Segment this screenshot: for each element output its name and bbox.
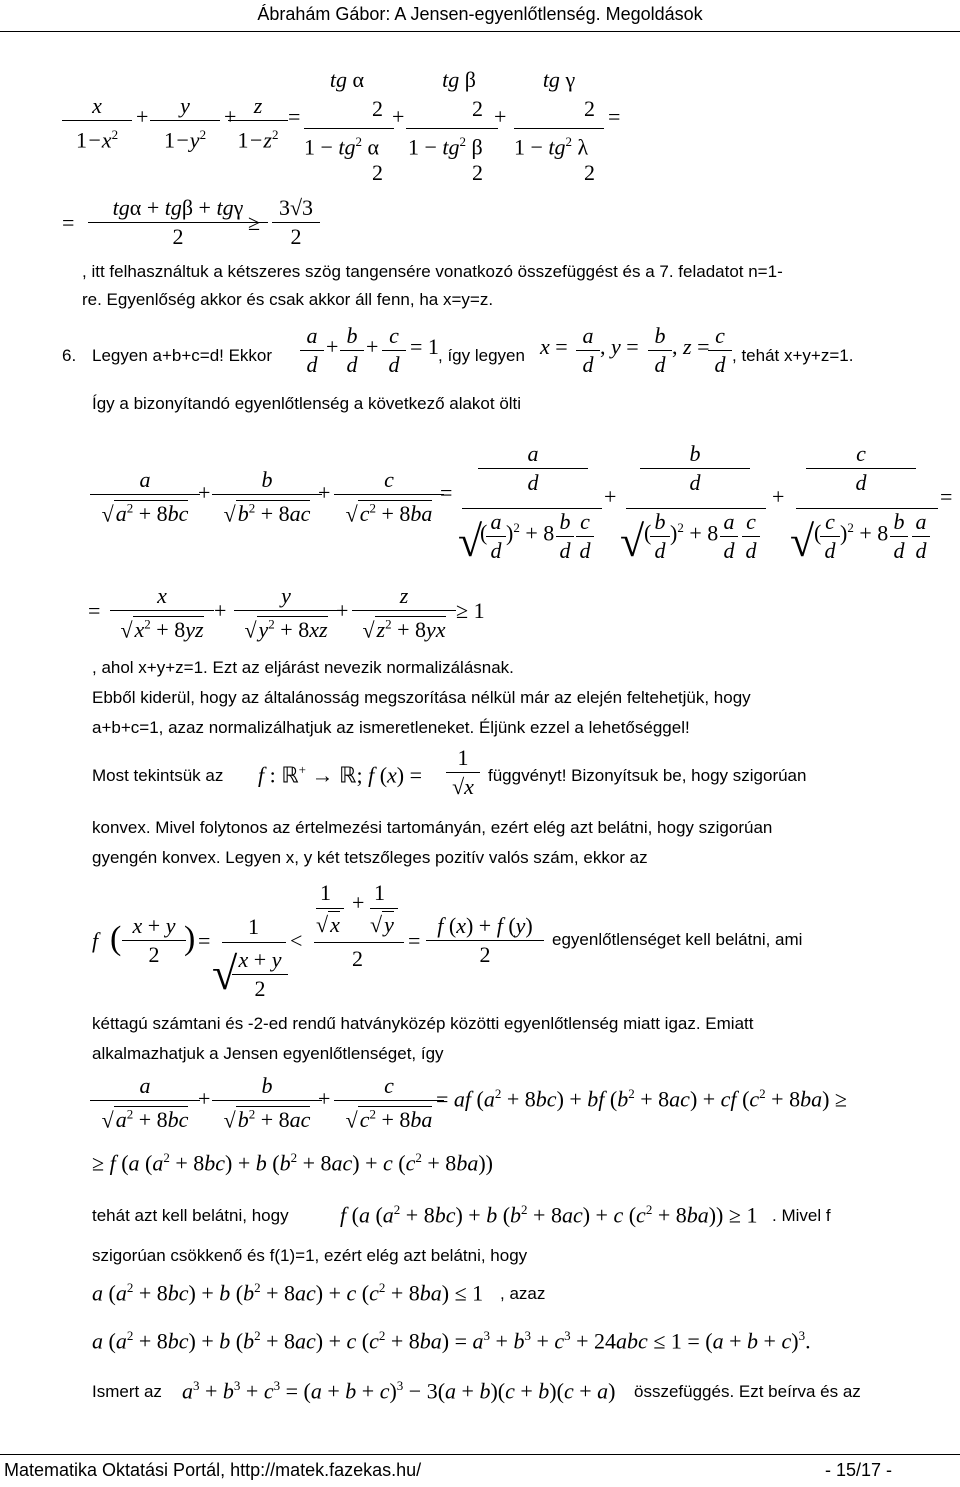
- paragraph-6b: függvényt! Bizonyítsuk be, hogy szigorúan: [488, 766, 807, 785]
- paragraph-2b: , így legyen: [438, 346, 525, 365]
- paragraph-9a: kéttagú számtani és -2-ed rendű hatványközép közötti egyenlőtlenség miatt igaz. Emiatt: [92, 1014, 754, 1033]
- paragraph-4: , ahol x+y+z=1. Ezt az eljárást nevezik normalizálásnak.: [92, 658, 514, 677]
- paragraph-2c: , tehát x+y+z=1.: [732, 346, 854, 365]
- paragraph-5b: a+b+c=1, azaz normalizálhatjuk az ismeretleneket. Éljünk ezzel a lehetőséggel!: [92, 718, 690, 737]
- paragraph-5a: Ebből kiderül, hogy az általánosság megszorítása nélkül már az elején feltehetjük, hogy: [92, 688, 751, 707]
- paragraph-13b: összefüggés. Ezt beírva és az: [634, 1382, 861, 1401]
- paragraph-11: szigorúan csökkenő és f(1)=1, ezért elég azt belátni, hogy: [92, 1246, 528, 1265]
- item-number: 6.: [62, 346, 77, 365]
- footer-source: Matematika Oktatási Portál, http://matek.fazekas.hu/: [4, 1460, 422, 1480]
- paragraph-2a: Legyen a+b+c=d! Ekkor: [92, 346, 273, 365]
- paragraph-10a: tehát azt kell belátni, hogy: [92, 1206, 289, 1225]
- paragraph-9b: alkalmazhatjuk a Jensen egyenlőtlenséget, így: [92, 1044, 444, 1063]
- page-header: Ábrahám Gábor: A Jensen-egyenlőtlenség. Megoldások: [257, 4, 703, 24]
- paragraph-1b: re. Egyenlőség akkor és csak akkor áll fenn, ha x=y=z.: [82, 290, 494, 309]
- paragraph-10b: . Mivel f: [772, 1206, 831, 1225]
- page-number: - 15/17 -: [824, 1460, 892, 1480]
- paragraph-8: egyenlőtlenséget kell belátni, ami: [552, 930, 803, 949]
- paragraph-3: Így a bizonyítandó egyenlőtlenség a következő alakot ölti: [92, 394, 522, 413]
- paragraph-12: , azaz: [500, 1284, 546, 1303]
- paragraph-1a: , itt felhasználtuk a kétszeres szög tangensére vonatkozó összefüggést és a 7. feladatot n=1-: [82, 262, 783, 281]
- paragraph-13a: Ismert az: [92, 1382, 162, 1401]
- paragraph-7b: gyengén konvex. Legyen x, y két tetszőleges pozitív valós szám, ekkor az: [92, 848, 648, 867]
- paragraph-6a: Most tekintsük az: [92, 766, 224, 785]
- paragraph-7a: konvex. Mivel folytonos az értelmezési tartományán, ezért elég azt belátni, hogy szigorúan: [92, 818, 773, 837]
- footer-rule: [0, 1454, 960, 1455]
- header-rule: [0, 31, 960, 32]
